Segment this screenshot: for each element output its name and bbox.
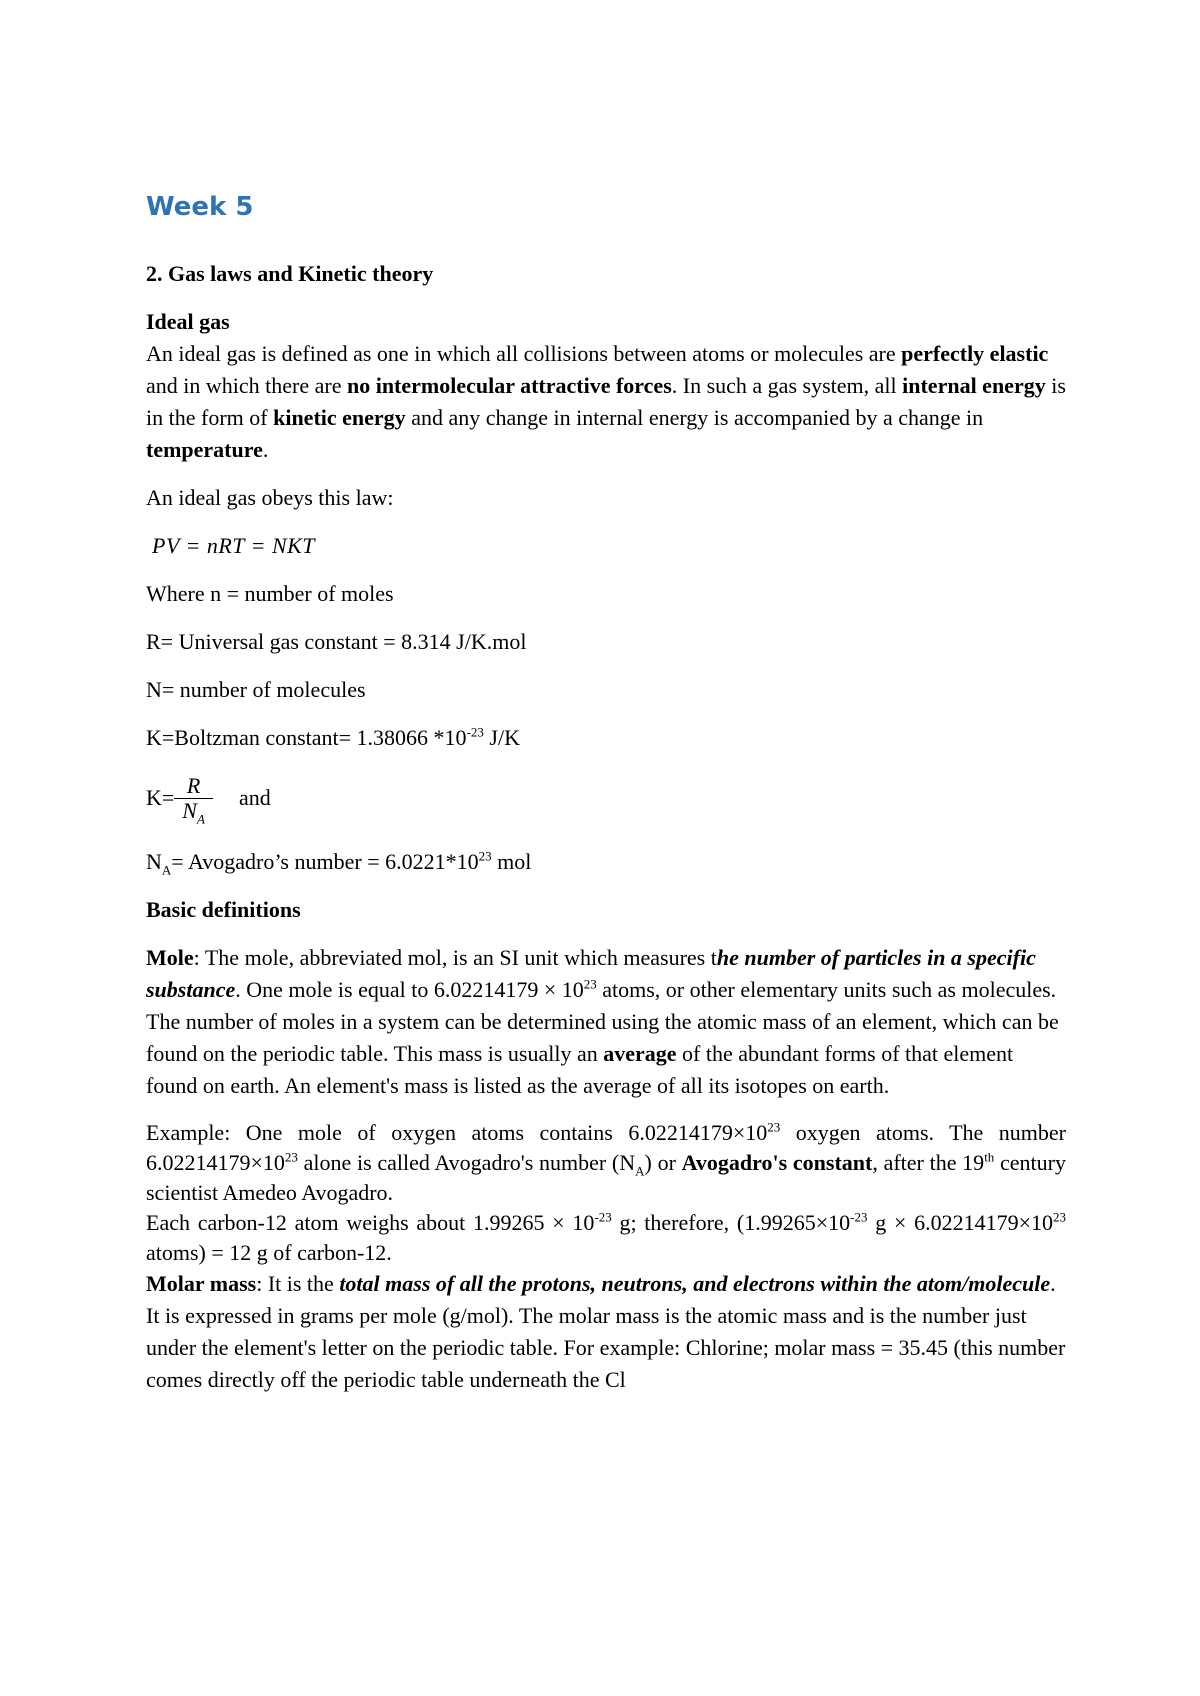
text-run: = Avogadro’s number = 6.0221*10 [171,849,479,874]
text-run: , after the 19 [872,1150,985,1175]
text-run: g × 6.02214179×10 [867,1210,1054,1235]
text-run: . It is expressed in grams per mole (g/mol). The molar mass is the atomic mass and is the number just under the element's letter on the periodic table. For example: Chlorine; molar mass = 35.45 (this number comes directly off the periodic table underneath the Cl [146,1271,1066,1392]
bold-term: perfectly elastic [901,341,1049,366]
mole-paragraph [146,942,1066,1102]
text-run: and any change in internal energy is accompanied by a change in [405,405,984,430]
text-run: . [262,437,269,462]
exponent: 23 [284,1149,298,1165]
exponent: 23 [767,1119,781,1135]
ideal-gas-paragraph [146,338,1066,466]
bold-term: average [603,1041,677,1066]
exponent: -23 [850,1209,868,1225]
text-run: . In such a gas system, all [671,373,903,398]
exponent: th [984,1149,995,1165]
text-run: : The mole, abbreviated mol, is an SI unit which measures t [193,945,717,970]
k-lhs: K= [146,785,175,810]
bold-italic-term: total mass of all the protons, neutrons, and electrons within the atom/molecule [339,1271,1051,1296]
r-definition: R= Universal gas constant = 8.314 J/K.mol [146,629,527,654]
text-run: An ideal gas is defined as one in which all collisions between atoms or molecules are [146,341,902,366]
ideal-gas-heading: Ideal gas [146,309,230,334]
text-run: is in the form of [146,373,1066,430]
text-run: Example: One mole of oxygen atoms contains 6.02214179×10 [146,1120,768,1145]
text-run: . One mole is equal to 6.02214179 × 10 [235,977,584,1002]
section-heading: 2. Gas laws and Kinetic theory [146,261,434,286]
exponent: -23 [466,724,484,740]
exponent: 23 [583,976,597,992]
text-run: Each carbon-12 atom weighs about 1.99265 × 10 [146,1210,595,1235]
basic-definitions-heading: Basic definitions [146,897,301,922]
example-paragraph [146,1118,1066,1208]
text-run: alone is called Avogadro's number (N [297,1150,636,1175]
text-run: of the abundant forms of that element found on earth. An element's mass is listed as the average of all its isotopes on earth. [146,1041,1014,1098]
subscript: A [196,810,205,826]
page-title: Week 5 [146,192,254,222]
bold-term: internal energy [902,373,1046,398]
k-definition [146,722,1066,754]
text-run: century scientist Amedeo Avogadro. [146,1150,1067,1205]
subscript: A [635,1163,645,1179]
bold-term: temperature [146,437,263,462]
and-text: and [238,785,271,810]
text-run: K=Boltzman constant= 1.38066 *10 [146,725,467,750]
text-run: ) or [644,1150,682,1175]
molar-mass-paragraph [146,1268,1066,1396]
big-n-definition: N= number of molecules [146,677,366,702]
n-definition: Where n = number of moles [146,581,394,606]
avogadro-definition [146,846,1066,878]
exponent: 23 [478,848,492,864]
bold-term: no intermolecular attractive forces [346,373,672,398]
document-content [146,190,1066,1396]
bold-term: Avogadro's constant [681,1150,873,1175]
obeys-law-text: An ideal gas obeys this law: [146,485,394,510]
text-run: J/K [483,725,520,750]
text-run: g; therefore, (1.99265×10 [611,1210,851,1235]
text-run: mol [491,849,532,874]
carbon-paragraph [146,1208,1066,1268]
fraction-numerator: R [186,772,201,798]
bold-term: Mole [146,945,194,970]
text-run: oxygen atoms. The number 6.02214179×10 [146,1120,1067,1175]
text-run: : It is the [256,1271,340,1296]
text-run: N [182,797,197,823]
text-run: atoms, or other elementary units such as molecules. The number of moles in a system can be determined using the atomic mass of an element, which can be found on the periodic table. This mass is usually an [146,977,1059,1066]
subscript: A [161,862,172,878]
k-fraction-equation [146,770,1066,826]
text-run: atoms) = 12 g of carbon-12. [146,1240,392,1265]
bold-italic-term: he number of particles in a specific substance [146,945,1036,1002]
bold-term: kinetic energy [273,405,406,430]
bold-term: Molar mass [146,1271,257,1296]
text-run: N [146,849,162,874]
ideal-gas-equation: PV = nRT = NKT [152,533,316,558]
fraction [174,772,213,826]
fraction-denominator [174,797,213,826]
exponent: -23 [594,1209,612,1225]
text-run: and in which there are [146,373,347,398]
exponent: 23 [1053,1209,1067,1225]
